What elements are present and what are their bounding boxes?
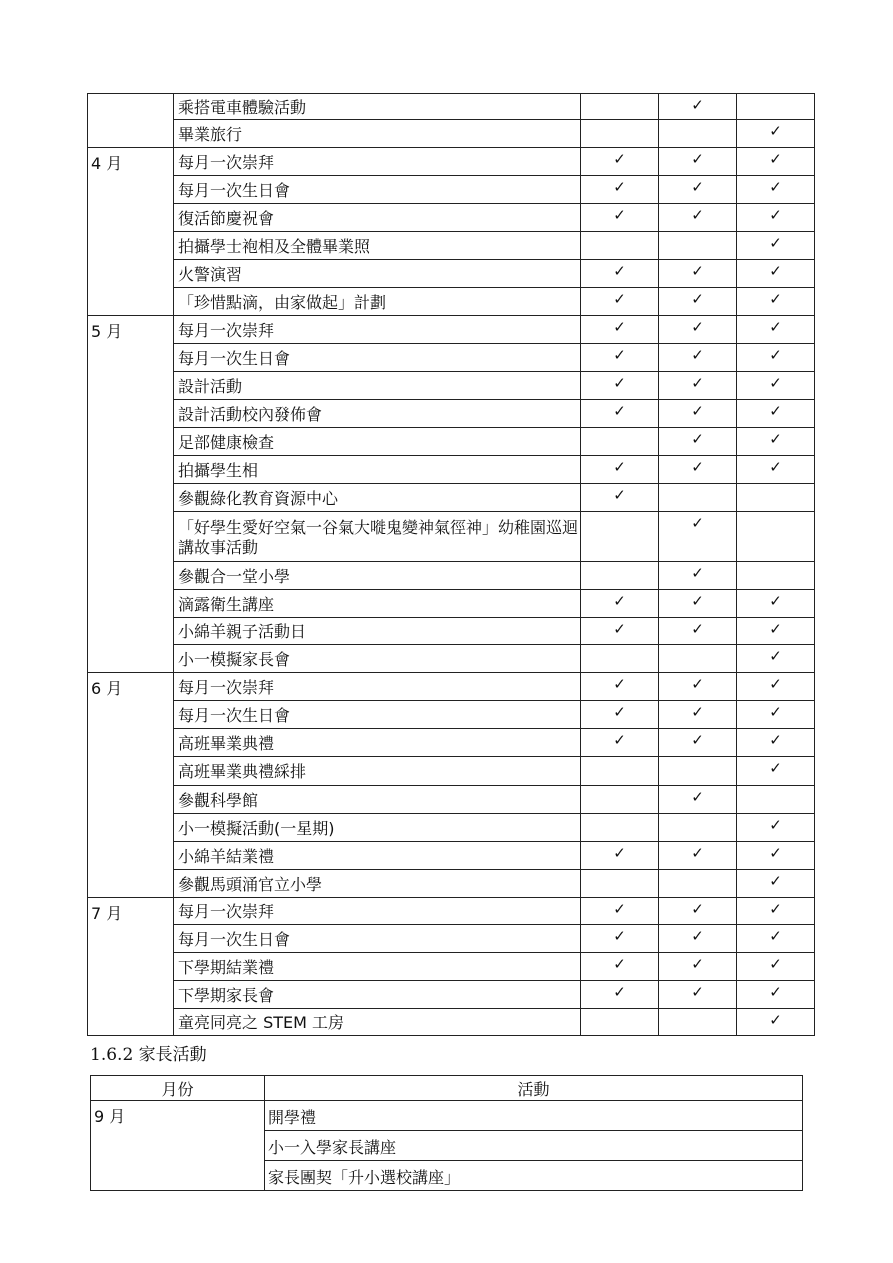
check-cell (659, 981, 737, 1009)
activity-cell: 小一入學家長講座 (265, 1131, 803, 1161)
check-cell (581, 94, 659, 120)
check-cell (659, 260, 737, 288)
activity-cell: 設計活動 (174, 372, 581, 400)
check-cell (659, 590, 737, 618)
table-row (88, 232, 815, 260)
checkmark-icon: ✓ (691, 346, 704, 364)
table-row (88, 981, 815, 1009)
check-cell (581, 925, 659, 953)
checkmark-icon: ✓ (613, 703, 626, 721)
check-cell (581, 757, 659, 786)
checkmark-icon: ✓ (769, 900, 782, 918)
checkmark-icon: ✓ (613, 458, 626, 476)
checkmark-icon: ✓ (691, 318, 704, 336)
checkmark-icon: ✓ (691, 96, 704, 114)
checkmark-icon: ✓ (691, 983, 704, 1001)
check-cell (737, 232, 815, 260)
table-row (88, 176, 815, 204)
check-cell (659, 645, 737, 673)
check-cell (659, 673, 737, 701)
check-cell (581, 701, 659, 729)
check-cell (737, 729, 815, 757)
checkmark-icon: ✓ (691, 564, 704, 582)
check-cell (659, 870, 737, 898)
checkmark-icon: ✓ (769, 620, 782, 638)
check-cell (581, 204, 659, 232)
activity-cell: 乘搭電車體驗活動 (174, 94, 581, 120)
check-cell (659, 288, 737, 316)
check-cell (659, 428, 737, 456)
activity-cell: 每月一次崇拜 (174, 316, 581, 344)
table-row (88, 94, 815, 120)
checkmark-icon: ✓ (691, 402, 704, 420)
section-heading: 1.6.2 家長活動 (90, 1045, 207, 1065)
checkmark-icon: ✓ (769, 703, 782, 721)
table-row (88, 562, 815, 590)
parent-activities-table (90, 1075, 803, 1191)
checkmark-icon: ✓ (691, 514, 704, 532)
activity-cell: 開學禮 (265, 1101, 803, 1131)
check-cell (737, 814, 815, 842)
activity-cell: 參觀馬頭涌官立小學 (174, 870, 581, 898)
check-cell (659, 512, 737, 562)
checkmark-icon: ✓ (769, 122, 782, 140)
checkmark-icon: ✓ (769, 955, 782, 973)
check-cell (659, 120, 737, 148)
check-cell (581, 260, 659, 288)
checkmark-icon: ✓ (691, 620, 704, 638)
table-row (88, 870, 815, 898)
table-row (88, 701, 815, 729)
table-row (88, 204, 815, 232)
check-cell (581, 176, 659, 204)
month-cell: 5 月 (88, 316, 174, 673)
checkmark-icon: ✓ (613, 150, 626, 168)
table-row (88, 590, 815, 618)
check-cell (737, 562, 815, 590)
checkmark-icon: ✓ (769, 816, 782, 834)
month-cell (88, 94, 174, 148)
table-row (88, 673, 815, 701)
check-cell (581, 456, 659, 484)
activity-cell: 滴露衛生講座 (174, 590, 581, 618)
checkmark-icon: ✓ (613, 983, 626, 1001)
checkmark-icon: ✓ (769, 675, 782, 693)
check-cell (581, 953, 659, 981)
checkmark-icon: ✓ (613, 731, 626, 749)
check-cell (659, 898, 737, 925)
activity-cell: 畢業旅行 (174, 120, 581, 148)
activity-cell: 足部健康檢查 (174, 428, 581, 456)
check-cell (737, 925, 815, 953)
check-cell (659, 729, 737, 757)
check-cell (737, 316, 815, 344)
checkmark-icon: ✓ (691, 731, 704, 749)
table-row (88, 645, 815, 673)
checkmark-icon: ✓ (691, 262, 704, 280)
checkmark-icon: ✓ (613, 402, 626, 420)
activity-cell: 火警演習 (174, 260, 581, 288)
check-cell (659, 1009, 737, 1036)
activity-cell: 每月一次崇拜 (174, 148, 581, 176)
check-cell (581, 372, 659, 400)
month-cell: 4 月 (88, 148, 174, 316)
check-cell (659, 456, 737, 484)
checkmark-icon: ✓ (691, 374, 704, 392)
activity-cell: 每月一次崇拜 (174, 673, 581, 701)
check-cell (581, 400, 659, 428)
table-row (88, 925, 815, 953)
activity-cell: 高班畢業典禮綵排 (174, 757, 581, 786)
checkmark-icon: ✓ (613, 290, 626, 308)
check-cell (659, 316, 737, 344)
activity-cell: 參觀綠化教育資源中心 (174, 484, 581, 512)
check-cell (737, 512, 815, 562)
check-cell (659, 814, 737, 842)
check-cell (659, 618, 737, 645)
activity-cell: 下學期家長會 (174, 981, 581, 1009)
check-cell (659, 953, 737, 981)
checkmark-icon: ✓ (613, 178, 626, 196)
check-cell (737, 428, 815, 456)
checkmark-icon: ✓ (769, 206, 782, 224)
table-row (88, 512, 815, 562)
check-cell (659, 786, 737, 814)
check-cell (737, 344, 815, 372)
activity-cell: 拍攝學生相 (174, 456, 581, 484)
check-cell (659, 232, 737, 260)
check-cell (581, 288, 659, 316)
checkmark-icon: ✓ (769, 234, 782, 252)
checkmark-icon: ✓ (769, 844, 782, 862)
checkmark-icon: ✓ (769, 374, 782, 392)
checkmark-icon: ✓ (613, 318, 626, 336)
check-cell (737, 701, 815, 729)
check-cell (737, 757, 815, 786)
check-cell (581, 645, 659, 673)
checkmark-icon: ✓ (613, 900, 626, 918)
check-cell (659, 925, 737, 953)
checkmark-icon: ✓ (613, 592, 626, 610)
month-cell: 6 月 (88, 673, 174, 898)
checkmark-icon: ✓ (691, 592, 704, 610)
table-row (88, 842, 815, 870)
table-row (88, 344, 815, 372)
check-cell (737, 94, 815, 120)
table-row (88, 729, 815, 757)
table-row (91, 1101, 803, 1131)
checkmark-icon: ✓ (769, 731, 782, 749)
checkmark-icon: ✓ (613, 620, 626, 638)
check-cell (659, 176, 737, 204)
check-cell (581, 562, 659, 590)
checkmark-icon: ✓ (691, 290, 704, 308)
activity-schedule-table (87, 93, 815, 1036)
table-row (88, 456, 815, 484)
check-cell (737, 870, 815, 898)
check-cell (737, 786, 815, 814)
check-cell (581, 590, 659, 618)
activity-cell: 每月一次生日會 (174, 701, 581, 729)
check-cell (737, 456, 815, 484)
check-cell (581, 618, 659, 645)
check-cell (581, 1009, 659, 1036)
checkmark-icon: ✓ (613, 374, 626, 392)
header-row (91, 1076, 803, 1101)
check-cell (737, 590, 815, 618)
checkmark-icon: ✓ (769, 430, 782, 448)
check-cell (737, 673, 815, 701)
header-activity: 活動 (265, 1076, 803, 1101)
checkmark-icon: ✓ (769, 346, 782, 364)
table-row (88, 316, 815, 344)
activity-cell: 高班畢業典禮 (174, 729, 581, 757)
activity-cell: 參觀合一堂小學 (174, 562, 581, 590)
check-cell (581, 870, 659, 898)
activity-cell: 小綿羊結業禮 (174, 842, 581, 870)
checkmark-icon: ✓ (691, 458, 704, 476)
checkmark-icon: ✓ (691, 927, 704, 945)
activity-cell: 童亮同亮之 STEM 工房 (174, 1009, 581, 1036)
checkmark-icon: ✓ (769, 262, 782, 280)
checkmark-icon: ✓ (613, 262, 626, 280)
header-month: 月份 (91, 1076, 265, 1101)
activity-cell: 設計活動校內發佈會 (174, 400, 581, 428)
activity-cell: 復活節慶祝會 (174, 204, 581, 232)
checkmark-icon: ✓ (769, 927, 782, 945)
checkmark-icon: ✓ (691, 675, 704, 693)
check-cell (581, 148, 659, 176)
check-cell (737, 400, 815, 428)
checkmark-icon: ✓ (613, 346, 626, 364)
check-cell (659, 562, 737, 590)
table-row (88, 428, 815, 456)
check-cell (659, 94, 737, 120)
check-cell (737, 484, 815, 512)
checkmark-icon: ✓ (691, 703, 704, 721)
checkmark-icon: ✓ (769, 759, 782, 777)
table-row (88, 372, 815, 400)
checkmark-icon: ✓ (769, 647, 782, 665)
checkmark-icon: ✓ (769, 402, 782, 420)
check-cell (581, 814, 659, 842)
check-cell (659, 757, 737, 786)
checkmark-icon: ✓ (691, 430, 704, 448)
activity-cell: 拍攝學士袍相及全體畢業照 (174, 232, 581, 260)
activity-cell: 每月一次生日會 (174, 176, 581, 204)
checkmark-icon: ✓ (613, 486, 626, 504)
checkmark-icon: ✓ (769, 1011, 782, 1029)
check-cell (737, 981, 815, 1009)
checkmark-icon: ✓ (613, 927, 626, 945)
checkmark-icon: ✓ (769, 592, 782, 610)
activity-cell: 每月一次生日會 (174, 925, 581, 953)
check-cell (659, 372, 737, 400)
checkmark-icon: ✓ (691, 900, 704, 918)
check-cell (581, 981, 659, 1009)
checkmark-icon: ✓ (691, 955, 704, 973)
checkmark-icon: ✓ (691, 206, 704, 224)
check-cell (581, 484, 659, 512)
table-row (88, 148, 815, 176)
check-cell (581, 316, 659, 344)
activity-cell: 參觀科學館 (174, 786, 581, 814)
check-cell (737, 372, 815, 400)
table-row (88, 618, 815, 645)
check-cell (659, 148, 737, 176)
checkmark-icon: ✓ (769, 872, 782, 890)
month-cell: 9 月 (91, 1101, 265, 1191)
check-cell (581, 842, 659, 870)
check-cell (659, 344, 737, 372)
check-cell (737, 204, 815, 232)
table-row (88, 953, 815, 981)
table-row (88, 814, 815, 842)
checkmark-icon: ✓ (769, 178, 782, 196)
check-cell (659, 701, 737, 729)
check-cell (737, 260, 815, 288)
table-row (88, 260, 815, 288)
checkmark-icon: ✓ (691, 844, 704, 862)
checkmark-icon: ✓ (691, 150, 704, 168)
activity-cell: 「好學生愛好空氣一谷氣大嘥鬼變神氣徑神」幼稚園巡迴講故事活動 (174, 512, 581, 562)
check-cell (659, 204, 737, 232)
check-cell (581, 232, 659, 260)
checkmark-icon: ✓ (613, 206, 626, 224)
check-cell (581, 344, 659, 372)
checkmark-icon: ✓ (613, 844, 626, 862)
activity-cell: 每月一次崇拜 (174, 898, 581, 925)
activity-cell: 家長團契「升小選校講座」 (265, 1161, 803, 1191)
table-row (88, 400, 815, 428)
activity-cell: 每月一次生日會 (174, 344, 581, 372)
activity-cell: 「珍惜點滴，由家做起」計劃 (174, 288, 581, 316)
check-cell (659, 842, 737, 870)
checkmark-icon: ✓ (769, 318, 782, 336)
table-row (88, 898, 815, 925)
check-cell (581, 673, 659, 701)
checkmark-icon: ✓ (613, 675, 626, 693)
check-cell (737, 618, 815, 645)
month-cell: 7 月 (88, 898, 174, 1036)
check-cell (581, 898, 659, 925)
check-cell (737, 1009, 815, 1036)
check-cell (581, 786, 659, 814)
check-cell (737, 176, 815, 204)
table-row (88, 757, 815, 786)
check-cell (737, 288, 815, 316)
checkmark-icon: ✓ (691, 788, 704, 806)
check-cell (737, 120, 815, 148)
check-cell (737, 148, 815, 176)
check-cell (659, 484, 737, 512)
check-cell (581, 729, 659, 757)
checkmark-icon: ✓ (769, 150, 782, 168)
check-cell (581, 512, 659, 562)
table-row (88, 786, 815, 814)
check-cell (737, 953, 815, 981)
table-row (88, 120, 815, 148)
checkmark-icon: ✓ (613, 955, 626, 973)
check-cell (581, 120, 659, 148)
check-cell (737, 898, 815, 925)
table-row (88, 288, 815, 316)
table-row (88, 1009, 815, 1036)
activity-cell: 小綿羊親子活動日 (174, 618, 581, 645)
checkmark-icon: ✓ (691, 178, 704, 196)
checkmark-icon: ✓ (769, 290, 782, 308)
check-cell (659, 400, 737, 428)
activity-cell: 小一模擬家長會 (174, 645, 581, 673)
table-row (88, 484, 815, 512)
activity-cell: 小一模擬活動(一星期) (174, 814, 581, 842)
checkmark-icon: ✓ (769, 983, 782, 1001)
check-cell (581, 428, 659, 456)
check-cell (737, 645, 815, 673)
activity-cell: 下學期結業禮 (174, 953, 581, 981)
check-cell (737, 842, 815, 870)
checkmark-icon: ✓ (769, 458, 782, 476)
